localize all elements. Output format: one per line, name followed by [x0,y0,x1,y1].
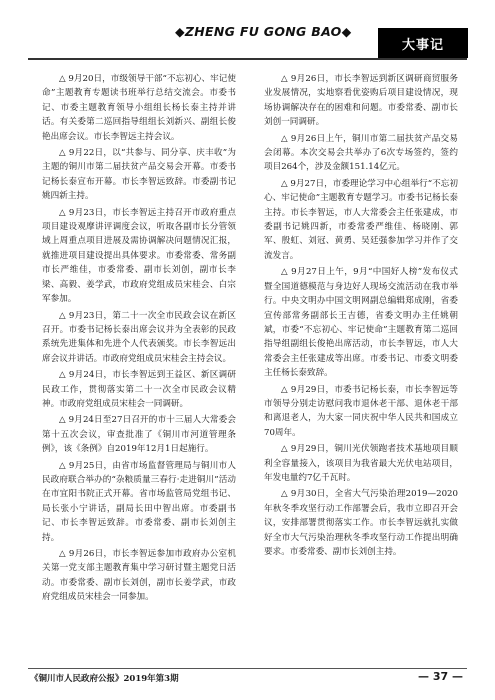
entry-paragraph: △ 9月30日，全省大气污染治理2019—2020年秋冬季攻坚行动工作部署会后，我市立即召开会议，安排部署贯彻落实工作。市长李智远就扎实做好全市大气污染治理秋冬季攻坚行动工作提出明确要求。市委常委、副市长刘创主持。 [264,489,458,557]
right-column [264,72,458,561]
entry-paragraph: △ 9月20日，市级领导干部“不忘初心、牢记使命”主题教育专题读书班举行总结交流会。市委书记、市委主题教育领导小组组长杨长泰主持并讲话。有关委第二巡回指导组组长刘新兴、副组长俊艳出席会议。市长李智远主持会议。 [42,74,236,142]
section-badge: 大事记 [378,28,468,58]
entry-paragraph: △ 9月23日，市长李智远主持召开市政府重点项目建设观摩讲评调度会议，听取各副市长分管领域上周重点项目进展及需协调解决问题情况汇报，就推进项目建设提出具体要求。市委常委、常务副市长严维佳，市委常委、副市长刘创，副市长李梁、高毅、姜学武，市政府党组成员宋桂会、白宗军参加。 [42,207,236,305]
entry-paragraph: △ 9月25日，由省市场监督管理局与铜川市人民政府联合举办的“杂粮质量三春行·走进铜川”活动在市宜阳书院正式开幕。省市场监管局党组书记、局长张小宁讲话，副局长田中智出席。市委副书记、市长李智远致辞。市委常委、副市长刘创主持。 [42,460,236,543]
entry-paragraph: △ 9月26日，市长李智远参加市政府办公室机关第一党支部主题教育集中学习研讨暨主题党日活动。市委常委、副市长刘创，副市长姜学武，市政府党组成员宋桂会一同参加。 [42,549,236,603]
entry-paragraph: △ 9月26日，市长李智远到新区调研商贸服务业发展情况，实地察看优姿购后项目建设情况，现场协调解决存在的困难和问题。市委常委、副市长刘创一同调研。 [264,74,458,128]
left-column [42,72,236,607]
entry-paragraph: △ 9月23日，第二十一次全市民政会议在新区召开。市委书记杨长泰出席会议并为全表彰的民政系统先进集体和先进个人代表颁奖。市长李智远出席会议并讲话。市政府党组成员宋桂会主持会议。 [42,310,236,364]
entry-paragraph: △ 9月27日，市委理论学习中心组举行“不忘初心、牢记使命”主题教育专题学习。市委书记杨长泰主持。市长李智远，市人大常委会主任张建成，市委副书记姚四新，市委常委严维佳、杨晓刚、郭军、殷虹、刘冠、黄勇、吴廷强参加学习并作了交流发言。 [264,178,458,261]
entry-paragraph: △ 9月22日，以“共参与、同分享、庆丰收”为主题的铜川市第二届扶贫产品交易会开幕。市委书记杨长泰宣布开幕。市长李智远致辞。市委副书记姚四新主持。 [42,148,236,202]
entry-paragraph: △ 9月24日，市长李智远到王益区、新区调研民政工作，贯彻落实第二十一次全市民政会议精神。市政府党组成员宋桂会一同调研。 [42,370,236,409]
entry-paragraph: △ 9月29日，市委书记杨长泰，市长李智远等市领导分别走访慰问我市退休老干部、退休老干部和离退老人，为大家一同庆祝中华人民共和国成立70周年。 [264,384,458,438]
entry-paragraph: △ 9月24日至27日召开的市十三届人大常委会第十五次会议，审查批准了《铜川市河道管理条例》，该《条例》自2019年12月1日起施行。 [42,415,236,455]
journal-title: ◆ZHENG FU GONG BAO◆ [175,24,352,39]
entry-paragraph: △ 9月27日上午，9月“中国好人榜”发布仪式暨全国道德模范与身边好人现场交流活动在我市举行。中央文明办中国文明网副总编辑郑成刚，省委宣传部常务副部长王吉德，省委文明办主任姚朝斌，市委“不忘初心、牢记使命”主题教育第二巡回指导组副组长俊艳出席活动，市长李智远，市人大常委会主任张建成等出席。市委书记、市委文明委主任杨长泰致辞。 [264,267,458,379]
header-divider [28,58,467,60]
footer-publication: 《铜川市人民政府公报》2019年第3期 [30,674,179,684]
page-number: — 37 — [418,670,463,683]
entry-paragraph: △ 9月29日，铜川光伏领跑者技术基地项目顺利全容量接入，该项目为我省最大光伏电站项目，年发电量约7亿千瓦时。 [264,444,458,483]
entry-paragraph: △ 9月26日上午，铜川市第二届扶贫产品交易会闭幕。本次交易会共举办了6次专场签约，签约项目264个，涉及金额151.14亿元。 [264,133,458,173]
footer-divider [28,668,467,669]
